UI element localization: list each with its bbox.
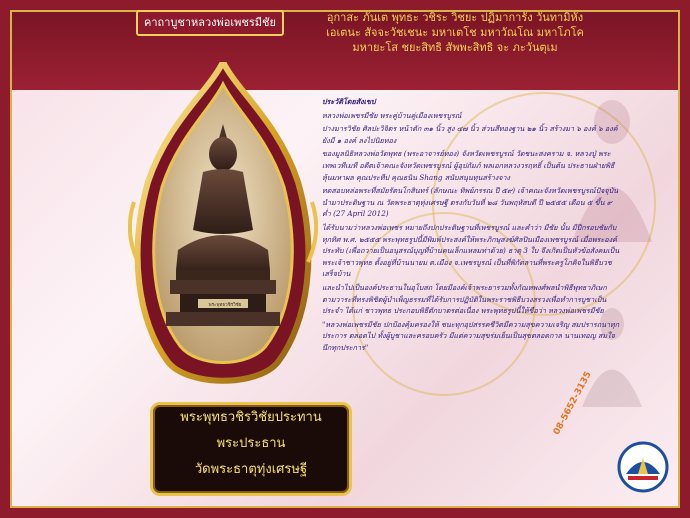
history-paragraph: "หลวงพ่อเพชรมีชัย ปกป้องคุ้มครองให้ ชนะทุกอุปสรรคชีวิตมีความสุขความเจริญ สมปรารถนาทุกประการ ตลอดไป ทั้งผู้บูชาและครอบครัว มีแต่ความสุขร่มเย็นเป็นสุขตลอดกาล นานเทอญ สมใจนึกทุกประการ" [322, 319, 620, 352]
history-heading: ประวัติโดยสังเขป [322, 97, 376, 106]
temple-logo-icon [616, 440, 670, 494]
contact-phone: 08-5652-3135 [552, 370, 594, 437]
mantra-title-tag: คาถาบูชาหลวงพ่อเพชรมีชัย [136, 10, 284, 36]
history-paragraph: หลวงพ่อเพชรมีชัย พระคู่บ้านคู่เมืองเพชรบูรณ์ [322, 110, 462, 120]
history-paragraph: ทดสอบหล่อพระที่สมัยรัตนโกสินทร์ (ลักษณะ ทิพย์ภรรณ ปี ๕๙) เจ้าคณะจังหวัดเพชรบูรณ์ปัจจุบัน นำมาประดิษฐาน ณ วัดพระธาตุทุ่งเศรษฐี ตรงกับวันที่ ๒๘ วันพฤหัสบดี ปี ๒๕๕๕ เดือน ๕ ขึ้น ๙ ค่ำ (27 April 2012) [322, 186, 619, 219]
mantra-text [290, 10, 620, 55]
mantra-line: มหายะโส ชยะสิทธิ สัพพะสิทธิ จะ ภะวันตุเม [352, 41, 558, 54]
mantra-line: อุกาสะ ภันเต พุทธะ วชิระ วิชยะ ปฏิมาการัง วันทามิหัง [326, 11, 584, 24]
banner-line: วัดพระธาตุทุ่งเศรษฐี [194, 462, 308, 477]
buddha-frame [128, 62, 318, 392]
history-paragraph: ของมูลนิธิหลวงพ่อวัดพุทธ (พระอาจารย์ทอง) จังหวัดเพชรบูรณ์ วัดชนะสงคราม จ. หลวงปู่ พระเทพเวทีเมที อดีตเจ้าคณะจังหวัดเพชรบูรณ์ ผู้อุปถัมภ์ พลเอกหลวงวรฤทธิ์ เป็นต้น ประธานฝ่ายพิธีหุ้นมหาผล คุณประทีป คุณธนิน Shang สนับสนุนทุนสร้างจาง [322, 149, 615, 182]
banner-line: พระประธาน [216, 436, 286, 451]
history-paragraph: และนำไปเป็นองค์ประธานในอุโบสถ โดยมีองค์เจ้าพระยารวมทั้งกัณหพงศ์พลนำพิธีพุทธาภิเษก ตามวาระที่ทรงพิชิตผู้บำเพ็ญธรรมที่ได้รับการปฏิบัติในพระราชพิธีบวงสรวงเพื่อทำการบูชาเป็นประจำ ได้แก่ ชาวพุทธ ประกอบพิธีตักบาตรต่อเนื่อง พระพุทธรูปนี้ให้ชื่อว่า หลวงพ่อเพชรมีชัย [322, 282, 607, 316]
history-paragraph: ได้รับนามว่าหลวงพ่อเพชร หมายถึงปกประดิษฐานที่เพชรบูรณ์ และคำว่า มีชัย นั้น มีปีกรอบชัยกับทุกทิศ พ.ศ. ๒๕๕๕ พระพุทธรูปนี้มีพิมพ์ประสงค์ให้พระภิกษุสงฆ์ศิลปินเมืองเพชรบูรณ์ เมื่อพระองค์ประทับ (เพื่อถวายเป็นอนุสรณ์บุญที่บ้านคนเล็กแหลมท่าด้วย) ธาตุ 3 ใบ จึงเกิดเป็นหัวข้อสังคมเป็นพระเจ้าชาวพุทธ ตั้งอยู่ที่บ้านนายม ต.เมือง จ.เพชรบูรณ์ เป็นที่พิกัดลานที่พระครูโภคิจในพิธีบวชเสร็จบ้าน [322, 222, 620, 279]
statue-plaque: พระพุทธวชิรวิชัย [208, 303, 242, 308]
mantra-line: เอเตนะ สัจจะวัชเชนะ มหาเตโช มหาวัณโณ มหาโภโค [326, 26, 584, 39]
banner-line: พระพุทธวชิรวิชัยประทาน [180, 410, 322, 425]
history-paragraph: ปางมารวิชัย ศิลปะวิจิตร หน้าตัก ๓๑ นิ้ว สูง ๔๗ นิ้ว ส่วนสีทองฐาน ๒๑ นิ้ว สร้างมา ๖ องค์ ๖ องค์ยังมี ๑ องค์ ลงไปนิยทอง [322, 124, 618, 145]
